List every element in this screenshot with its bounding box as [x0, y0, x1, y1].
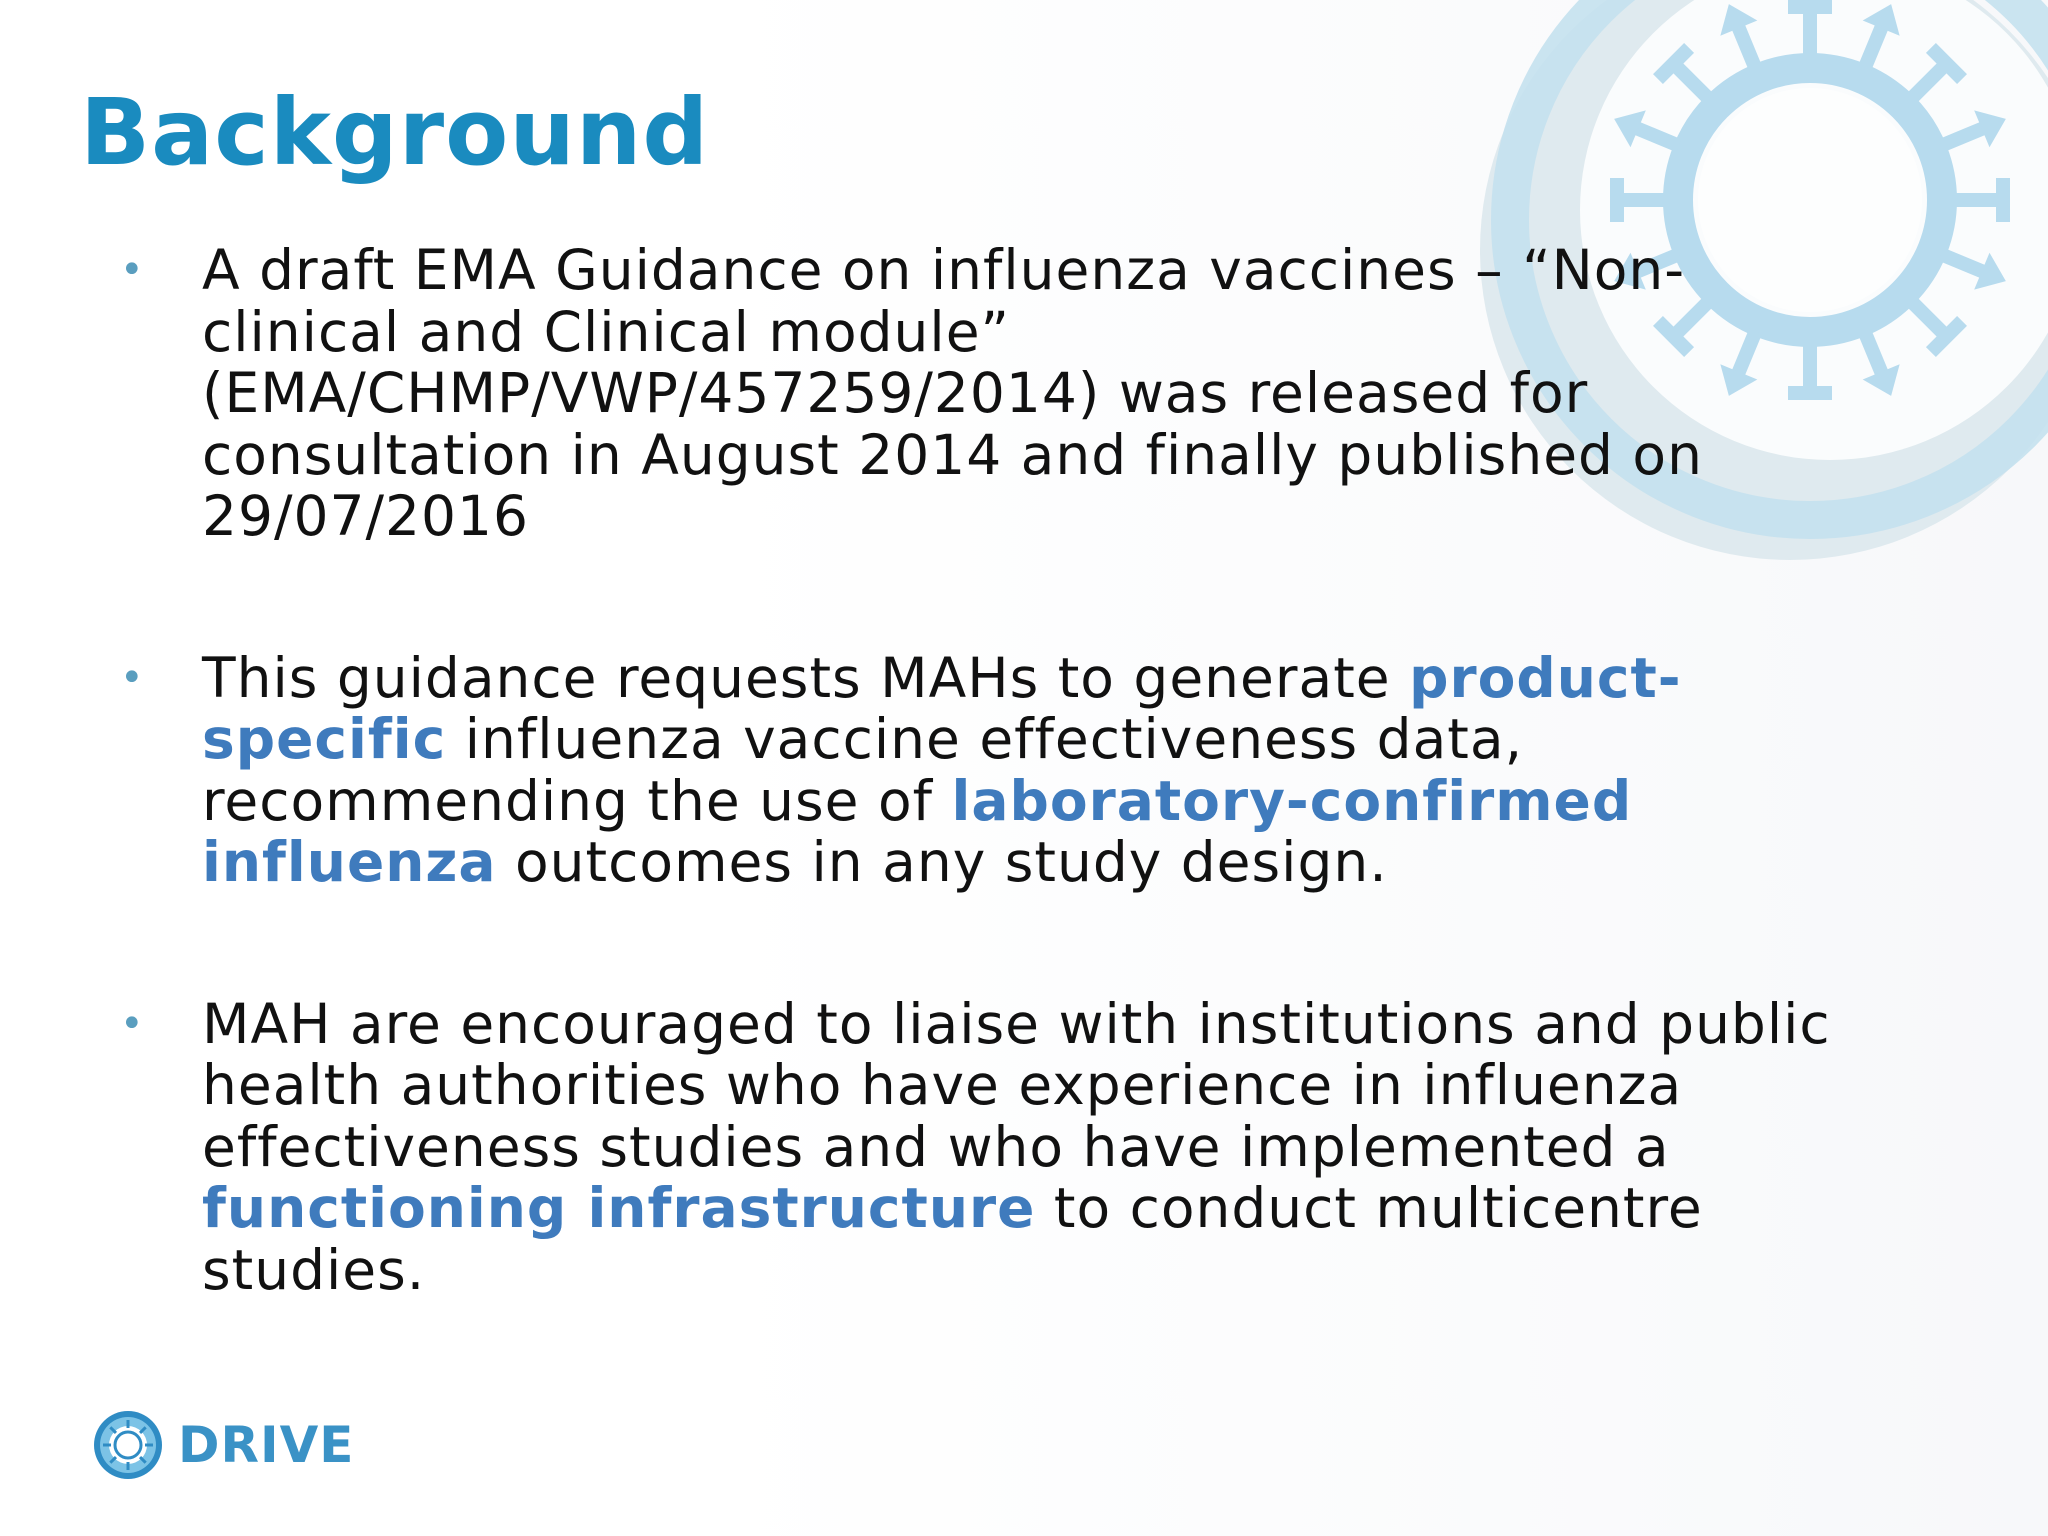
bullet-segment: A draft EMA Guidance on influenza vaccines – “Non-clinical and Clinical module” (EMA/CHMP/VWP/457259/2014) was released for consultation in August 2014 and finally published on 29/07/2016 [202, 238, 1703, 548]
emphasis-functioning-infrastructure: functioning infrastructure [202, 1176, 1036, 1240]
bullet-segment: influenza vaccine effectiveness data, recommending the use of [202, 707, 1524, 833]
bullet-marker: • [120, 1000, 145, 1047]
bullet-marker: • [120, 654, 145, 701]
bullet-text [202, 992, 1831, 1302]
bullet-segment: This guidance requests MAHs to generate [202, 645, 1410, 710]
bullet-text [202, 646, 1682, 895]
bullet-segment: MAH are encouraged to liaise with institutions and public health authorities who have experience in influenza effectiveness studies and who have implemented a [202, 991, 1831, 1179]
drive-virus-icon [92, 1409, 164, 1481]
bullet-marker: • [120, 247, 145, 293]
bullet-item-ema-guidance [120, 240, 1870, 548]
logo-text: DRIVE [178, 1416, 355, 1474]
emphasis-laboratory-confirmed: laboratory-confirmed influenza [202, 768, 1633, 894]
emphasis-product-specific: product-specific [202, 645, 1682, 771]
bullet-item-product-specific [120, 645, 1870, 894]
bullet-segment: to conduct multicentre studies. [202, 1176, 1703, 1302]
slide-title: Background [80, 79, 710, 186]
bullet-segment: outcomes in any study design. [496, 830, 1388, 894]
bullet-text [202, 238, 1703, 548]
drive-logo [92, 1406, 354, 1484]
bullet-item-mah-institutions [120, 991, 1870, 1302]
bullet-list [120, 240, 1870, 1301]
